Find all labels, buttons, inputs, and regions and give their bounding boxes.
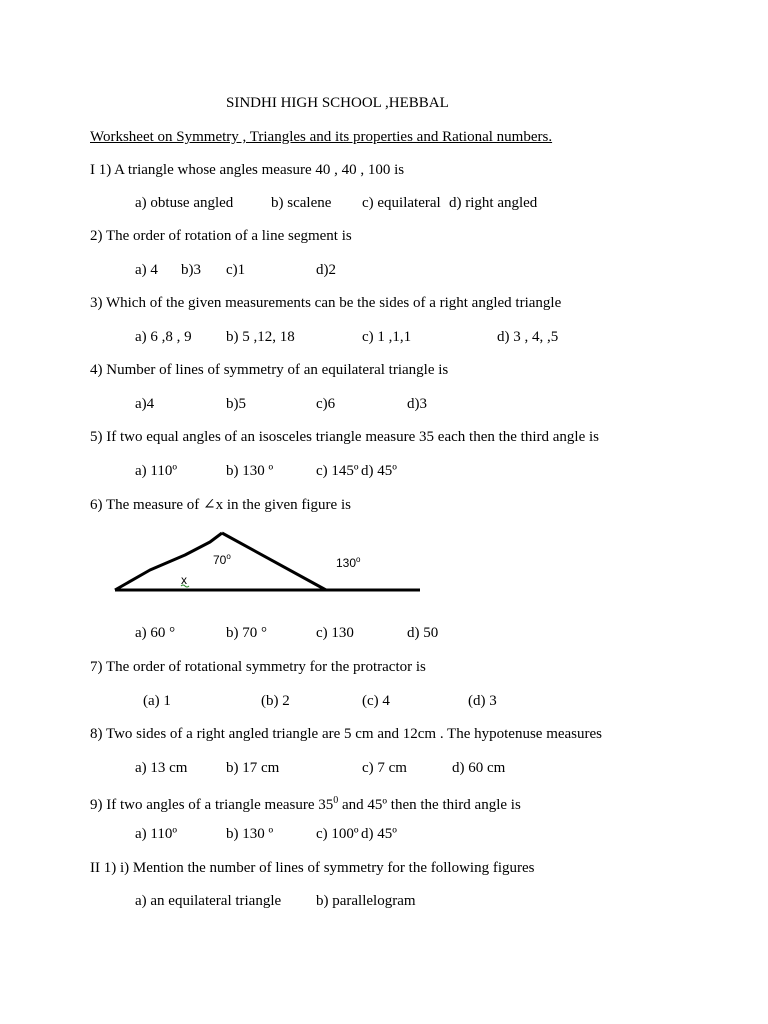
angle-130-label: 130$^o$ [336,555,361,570]
q9-text-before: 9) If two angles of a triangle measure 35 [90,797,334,813]
question-2: 2) The order of rotation of a line segment is [90,228,352,244]
q10-option-a: a) an equilateral triangle [135,893,282,909]
question-ii-1: II 1) i) Mention the number of lines of symmetry for the following figures [90,860,535,876]
q8-option-d: d) 60 cm [452,760,506,776]
question-6: 6) The measure of ∠x in the given figure is [90,497,351,513]
q8-option-a: a) 13 cm [135,760,188,776]
q6-option-b: b) 70 ° [226,625,267,641]
q6-option-c: c) 130 [316,625,354,641]
q6-option-a: a) 60 ° [135,625,176,641]
q1-option-a: a) obtuse angled [135,195,234,211]
q3-option-a: a) 6 ,8 , 9 [135,329,192,345]
q3-option-d: d) 3 , 4, ,5 [497,329,559,345]
q5-option-b: b) 130 º [226,463,274,479]
figure-left-side [115,533,222,590]
q7-option-a: (a) 1 [143,693,171,709]
q3-option-c: c) 1 ,1,1 [362,329,412,345]
q4-option-b: b)5 [226,396,246,412]
q1-option-d: d) right angled [449,195,538,211]
figure-right-side [222,533,326,590]
question-4: 4) Number of lines of symmetry of an equilateral triangle is [90,362,449,378]
q5-option-a: a) 110º [135,463,177,479]
question-9 [90,792,521,814]
q3-option-b: b) 5 ,12, 18 [226,329,295,345]
angle-x-label: x [181,573,187,587]
q5-option-c: c) 145º [316,463,359,479]
q9-option-c: c) 100º [316,826,359,842]
question-3: 3) Which of the given measurements can be the sides of a right angled triangle [90,295,562,311]
q4-option-c: c)6 [316,396,336,412]
q1-option-b: b) scalene [271,195,332,211]
question-7: 7) The order of rotational symmetry for the protractor is [90,659,426,675]
q8-option-c: c) 7 cm [362,760,407,776]
question-5: 5) If two equal angles of an isosceles triangle measure 35 each then the third angle is [90,429,599,445]
q2-option-d: d)2 [316,262,336,278]
q9-option-b: b) 130 º [226,826,274,842]
q2-option-c: c)1 [226,262,246,278]
school-name: SINDHI HIGH SCHOOL ,HEBBAL [226,95,449,111]
q2-option-b: b)3 [181,262,201,278]
angle-70-label: 70$^o$ [213,552,231,567]
worksheet-title: Worksheet on Symmetry , Triangles and its properties and Rational numbers. [90,129,553,145]
q7-option-b: (b) 2 [261,693,290,709]
q4-option-a: a)4 [135,396,155,412]
q4-option-d: d)3 [407,396,427,412]
q9-option-a: a) 110º [135,826,177,842]
q9-option-d: d) 45º [361,826,397,842]
q7-option-d: (d) 3 [468,693,497,709]
q9-text-after: and 45º then the third angle is [338,797,521,813]
q1-option-c: c) equilateral [362,195,441,211]
q8-option-b: b) 17 cm [226,760,280,776]
q5-option-d: d) 45º [361,463,397,479]
q2-option-a: a) 4 [135,262,158,278]
triangle-figure [0,525,768,625]
q10-option-b: b) parallelogram [316,893,416,909]
q7-option-c: (c) 4 [362,693,390,709]
q6-option-d: d) 50 [407,625,439,641]
question-8: 8) Two sides of a right angled triangle are 5 cm and 12cm . The hypotenuse measures [90,726,602,742]
question-1: I 1) A triangle whose angles measure 40 , 40 , 100 is [90,162,405,178]
q9-superscript: 0 [333,795,339,806]
